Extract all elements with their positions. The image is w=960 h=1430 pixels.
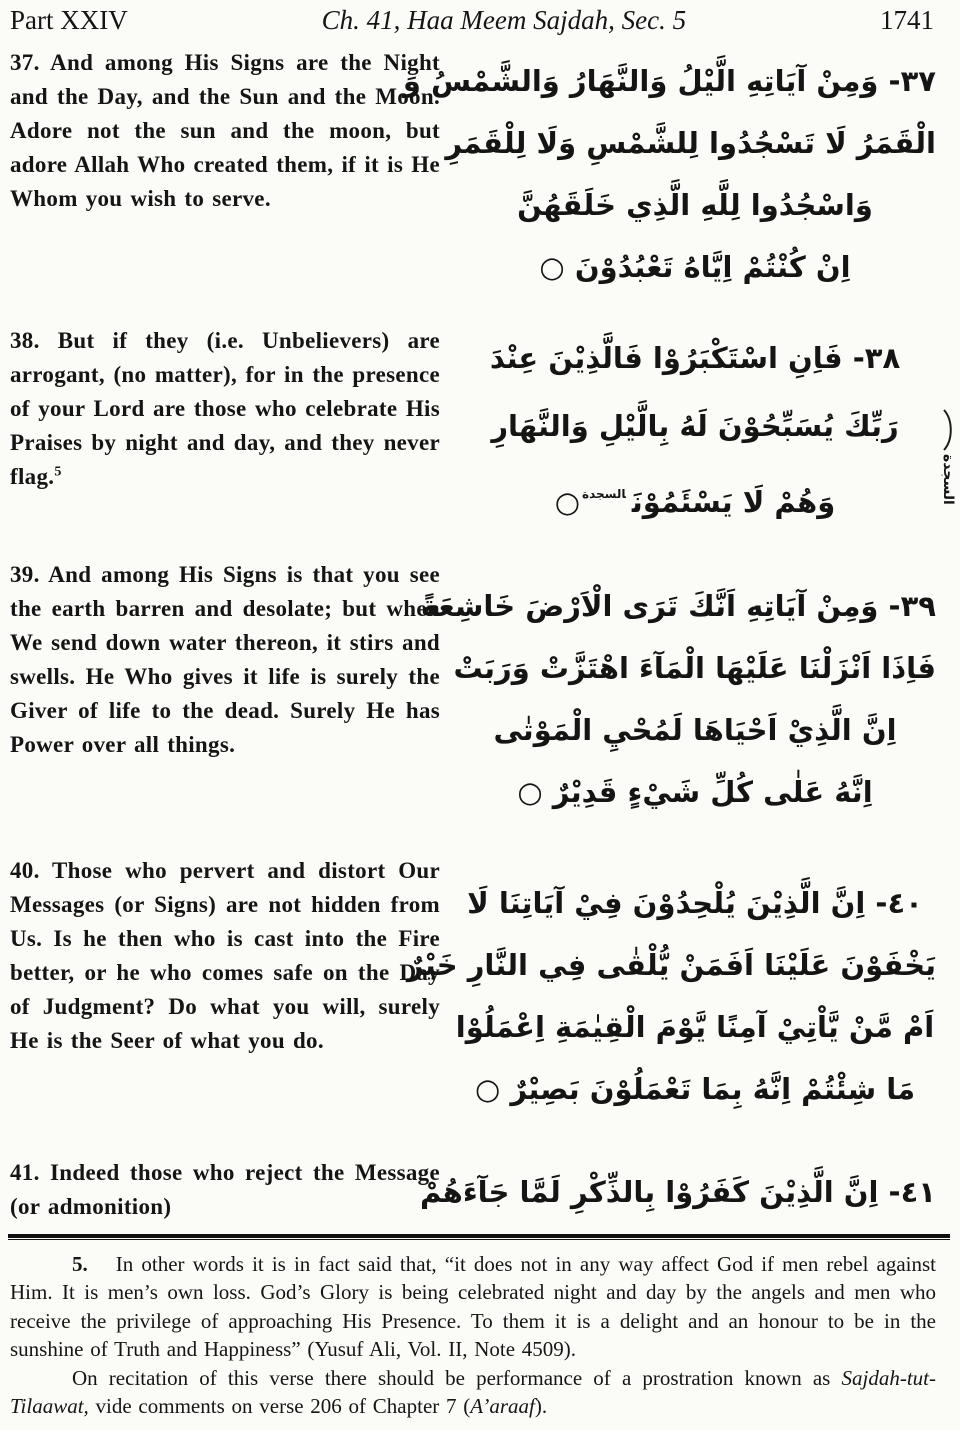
footnote-text: On recitation of this verse there should be performance of a prostration known as — [72, 1365, 842, 1390]
arabic-line: فَاِذَا اَنْزَلْنَا عَلَيْهَا الْمَآءَ اهْتَزَّتْ وَرَبَتْ — [453, 651, 936, 685]
verse-41-english — [10, 1156, 440, 1228]
footnote-5-paragraph-2 — [10, 1364, 936, 1421]
verse-37-arabic — [402, 46, 936, 302]
footnote-text: ). — [534, 1394, 548, 1419]
arabic-line: ٣٩- وَمِنْ آيَاتِهِ اَنَّكَ تَرَى الْاَرْضَ خَاشِعَةً — [420, 589, 936, 623]
part-label: Part XXIV — [10, 5, 128, 35]
arabic-line: ٤٠- اِنَّ الَّذِيْنَ يُلْحِدُوْنَ فِيْ آيَاتِنَا لَا — [467, 886, 923, 920]
footnote-divider — [8, 1234, 950, 1240]
arabic-line: اِنَّ الَّذِيْ اَحْيَاهَا لَمُحْيِ الْمَوْتٰى — [493, 713, 897, 747]
arabic-line: اِنْ كُنْتُمْ اِيَّاهُ تَعْبُدُوْنَ ○ — [539, 250, 851, 284]
verse-row-41 — [10, 1156, 936, 1228]
verse-row-38 — [10, 324, 936, 536]
page-header — [10, 4, 936, 46]
footnote-number: 5. — [72, 1252, 88, 1276]
arabic-line: رَبِّكَ يُسَبِّحُوْنَ لَهُ بِالَّيْلِ وَالنَّهَارِ — [491, 409, 899, 443]
verse-37-english-text: 37. And among His Signs are the Night and the Day, and the Sun and the Moon. Adore not the sun and the moon, but adore Allah Who created them, if it is He Whom you wish to serve. — [10, 50, 440, 211]
arabic-line: اِنَّهُ عَلٰى كُلِّ شَيْءٍ قَدِيْرٌ ○ — [517, 775, 873, 809]
footnote-reference-5: 5 — [54, 464, 62, 480]
footnote-italic-term: Sajdah-tut-Tilaawat, — [10, 1365, 936, 1419]
verse-40-english-text: 40. Those who pervert and distort Our Messages (or Signs) are not hidden from Us. Is he then who is cast into the Fire better, or he who comes safe on the Day of Judgment? Do what you will, surely He is the Seer of what you do. — [10, 858, 440, 1053]
arabic-line: ٣٧- وَمِنْ آيَاتِهِ الَّيْلُ وَالنَّهَارُ وَالشَّمْسُ وَ — [402, 64, 936, 98]
verse-38-arabic — [454, 324, 936, 536]
sajdah-bracket-icon — [941, 408, 955, 452]
verse-40-arabic — [406, 854, 936, 1138]
verse-row-37 — [10, 46, 936, 302]
arabic-line: ٣٨- فَاِنِ اسْتَكْبَرُوْا فَالَّذِيْنَ عِنْدَ — [489, 341, 901, 375]
verse-38-english — [10, 324, 440, 536]
chapter-title: Ch. 41, Haa Meem Sajdah, Sec. 5 — [321, 5, 687, 35]
verse-39-english — [10, 558, 440, 840]
verse-row-40 — [10, 854, 936, 1138]
arabic-line-with-sajdah — [454, 460, 936, 536]
arabic-line: الْقَمَرُ لَا تَسْجُدُوا لِلشَّمْسِ وَلَا لِلْقَمَرِ — [445, 126, 936, 160]
verse-39-english-text: 39. And among His Signs is that you see the earth barren and desolate; but when We send down water thereon, it stirs and swells. He Who gives it life is surely the Giver of life to the dead. Surely He has Power over all things. — [10, 562, 440, 757]
verse-40-english — [10, 854, 440, 1138]
arabic-line: وَاسْجُدُوا لِلَّهِ الَّذِي خَلَقَهُنَّ — [517, 188, 873, 222]
sajdah-mini-label: السجدة — [582, 487, 626, 501]
sajdah-margin-text: السجدة — [940, 454, 956, 505]
arabic-line: ٤١- اِنَّ الَّذِيْنَ كَفَرُوْا بِالذِّكْرِ لَمَّا جَآءَهُمْ — [419, 1175, 936, 1209]
verse-37-english — [10, 46, 440, 302]
page-number: 1741 — [879, 5, 934, 35]
arabic-line: يَخْفَوْنَ عَلَيْنَا اَفَمَنْ يُّلْقٰى فِي النَّارِ خَيْرٌ — [406, 948, 936, 982]
footnote-5 — [10, 1250, 936, 1364]
verse-38-english-text: 38. But if they (i.e. Unbelievers) are arrogant, (no matter), for in the presence of your Lord are those who celebrate His Praises by night and day, and they never flag. — [10, 328, 440, 489]
arabic-line-text: وَهُمْ لَا يَسْئَمُوْنَ — [631, 485, 836, 519]
footnote-italic-term: A’araaf — [470, 1394, 535, 1419]
verse-end-circle: ○ — [554, 485, 580, 519]
footnote-text: vide comments on verse 206 of Chapter 7 ( — [88, 1394, 471, 1419]
verse-row-39 — [10, 558, 936, 840]
arabic-line: اَمْ مَّنْ يَّاْتِيْ آمِنًا يَّوْمَ الْقِيٰمَةِ اِعْمَلُوْا — [455, 1010, 935, 1044]
sajdah-margin-marker — [936, 408, 960, 505]
footnote-text: In other words it is in fact said that, “it does not in any way affect God if men rebel against Him. It is men’s own loss. God’s Glory is being celebrated night and day by the angels and men who receive the privilege of approaching His Presence. To them it is a delight and an honour to be in the sunshine of Truth and Happiness” (Yusuf Ali, Vol. II, Note 4509). — [10, 1252, 936, 1362]
arabic-line: مَا شِئْتُمْ اِنَّهُ بِمَا تَعْمَلُوْنَ بَصِيْرٌ ○ — [474, 1072, 916, 1106]
verse-41-arabic — [419, 1156, 936, 1228]
verse-39-arabic — [420, 558, 936, 840]
verse-41-english-text: 41. Indeed those who reject the Message (or admonition) — [10, 1160, 440, 1219]
